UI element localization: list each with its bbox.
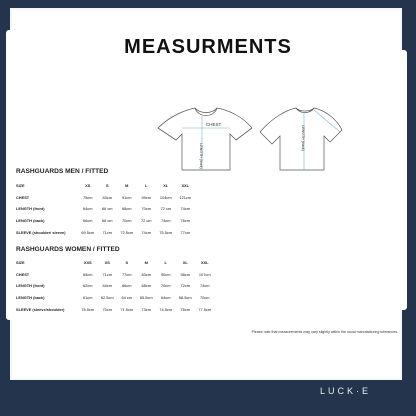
size-value: 73cm <box>141 306 151 312</box>
table-row <box>16 203 195 215</box>
size-value: 76cm <box>180 306 190 312</box>
size-value: XXS <box>83 260 92 266</box>
size-value: 83cm <box>141 271 151 277</box>
size-value: 68cm <box>121 206 132 212</box>
size-value: L <box>164 260 167 266</box>
row-label: LENGTH (back) <box>16 218 45 224</box>
table-row <box>16 269 215 281</box>
size-value: 104cm <box>159 194 172 200</box>
row-label: LENGTH (front) <box>16 283 45 289</box>
size-value: 66 cm <box>101 206 113 212</box>
size-value: 77cm <box>180 229 190 235</box>
size-value: XS <box>104 260 110 266</box>
table-row <box>16 280 215 292</box>
size-value: 90cm <box>160 271 171 277</box>
length-back-label: LENGTH (back) <box>301 125 305 151</box>
men-size-table <box>16 180 195 238</box>
size-value: 64cm <box>82 206 93 212</box>
size-value: 64cm <box>160 295 171 301</box>
men-section-title: RASHGUARDS MEN / FITTED <box>16 168 109 175</box>
size-value: XXL <box>181 183 190 189</box>
row-label: CHEST <box>16 271 30 277</box>
row-label: SLEEVE (sleeve/shoulder) <box>16 306 65 312</box>
size-value: 91cm <box>121 194 132 200</box>
row-label: SIZE <box>16 260 25 266</box>
row-label: CHEST <box>16 194 30 200</box>
size-value: 72 cm <box>160 206 172 212</box>
chest-label: CHEST <box>206 122 222 127</box>
size-value: 65cm <box>82 271 93 277</box>
size-value: 74cm <box>199 283 210 289</box>
size-value: 69.5cm <box>81 229 95 235</box>
size-value: 61cm <box>82 295 93 301</box>
size-value: 65.5cm <box>139 295 153 301</box>
row-label: SLEEVE (shoulder/ sleeve) <box>16 229 66 235</box>
size-value: 71cm <box>102 271 112 277</box>
women-size-table <box>16 257 215 315</box>
size-value: 70cm <box>199 295 210 301</box>
size-value: 83cm <box>102 194 112 200</box>
row-label: LENGTH (back) <box>16 295 45 301</box>
shirt-front-diagram <box>158 108 252 170</box>
size-value: 75cm <box>82 194 93 200</box>
size-value: 70cm <box>160 283 171 289</box>
size-value: 76cm <box>180 218 190 224</box>
size-value: XXL <box>200 260 209 266</box>
row-label: LENGTH (front) <box>16 206 45 212</box>
size-value: 74cm <box>180 206 190 212</box>
size-value: 64 cm <box>121 295 133 301</box>
table-row <box>16 215 195 227</box>
size-value: 62.5cm <box>100 295 114 301</box>
size-value: XL <box>182 260 188 266</box>
size-value: XL <box>163 183 169 189</box>
brand-logo: LUCK·E <box>320 386 372 396</box>
size-value: 64cm <box>102 283 112 289</box>
rashguard-diagrams <box>140 98 345 178</box>
size-value: 66cm <box>82 218 93 224</box>
size-value: 74cm <box>141 229 151 235</box>
size-value: XS <box>85 183 91 189</box>
table-row <box>16 192 195 204</box>
size-value: 74.5cm <box>159 306 173 312</box>
size-value: 98cm <box>180 271 190 277</box>
size-value: 68.5cm <box>178 295 192 301</box>
row-label: SIZE <box>16 183 25 189</box>
size-value: 71cm <box>102 229 112 235</box>
size-value: 74cm <box>160 218 171 224</box>
size-value: 70cm <box>102 306 112 312</box>
size-value: 99cm <box>141 194 151 200</box>
size-value: 121cm <box>179 194 192 200</box>
size-value: 68 cm <box>101 218 113 224</box>
size-value: 77.5cm <box>198 306 212 312</box>
tolerance-note: Please note that measurements may vary slightly within the usual manufacturing tolerances. <box>251 330 398 334</box>
size-value: 70cm <box>141 206 151 212</box>
size-value: S <box>125 260 129 266</box>
header-row <box>16 257 215 269</box>
size-value: 72 cm <box>140 218 152 224</box>
size-value: M <box>125 183 129 189</box>
table-row <box>16 226 195 238</box>
size-value: 77cm <box>121 271 132 277</box>
size-value: 75.5cm <box>159 229 173 235</box>
size-value: 70cm <box>121 218 132 224</box>
size-value: 66cm <box>121 283 132 289</box>
size-value: 107cm <box>198 271 211 277</box>
table-row <box>16 292 215 304</box>
header-row <box>16 180 195 192</box>
length-front-label: LENGTH (front) <box>199 143 203 169</box>
size-value: L <box>145 183 148 189</box>
size-value: 78.5cm <box>81 306 95 312</box>
size-value: 62cm <box>82 283 93 289</box>
size-value: 68cm <box>141 283 151 289</box>
size-value: 71.5cm <box>120 306 134 312</box>
size-value: 72.5cm <box>120 229 134 235</box>
size-value: 72cm <box>180 283 190 289</box>
size-value: S <box>105 183 109 189</box>
women-section-title: RASHGUARDS WOMEN / FITTED <box>16 246 120 253</box>
table-row <box>16 303 215 315</box>
size-value: M <box>144 260 148 266</box>
shirt-back-diagram <box>260 108 342 170</box>
page-title: MEASURMENTS <box>124 36 292 58</box>
